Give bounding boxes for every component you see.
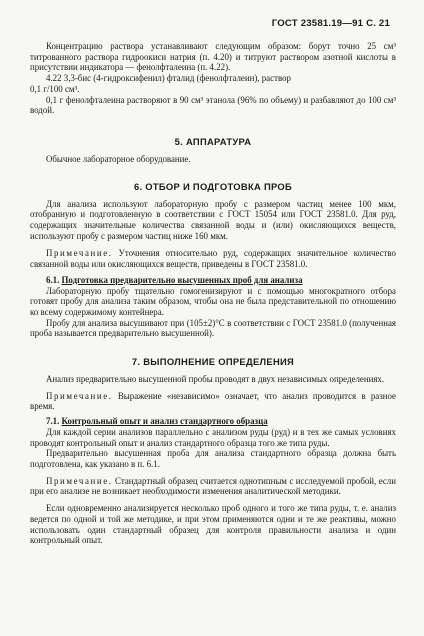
subsection-heading xyxy=(30,416,396,427)
paragraph: Концентрацию раствора устанавливают следующим образом: борут точно 25 см³ титрованного раствора гидроокиси натрия (п. 4.20) и титруют раствором азотной кислоты в присутствии индикатора — фенолфталеина (п. 4.22). xyxy=(30,41,396,73)
subsection-title: Контрольный опыт и анализ стандартного образца xyxy=(61,416,268,427)
subsection-number: 6.1. xyxy=(46,274,60,285)
note-label: Примечание. xyxy=(46,390,113,401)
section-heading: 5. АППАРАТУРА xyxy=(174,135,252,147)
note-text: Уточнения относительно руд, содержащих значительное количество связанной воды или окисляющихся веществ, приведены в ГОСТ 23581.0. xyxy=(30,248,396,270)
paragraph: Обычное лабораторное оборудование. xyxy=(46,153,191,164)
note-text: Выражение «независимо» означает, что анализ проводится в разное время. xyxy=(30,390,396,412)
subsection-number: 7.1. xyxy=(46,416,60,427)
note-label: Примечание. xyxy=(46,475,113,486)
section-heading: 7. ВЫПОЛНЕНИЕ ОПРЕДЕЛЕНИЯ xyxy=(131,356,295,368)
paragraph: 0,1 г/100 см³. xyxy=(30,83,80,94)
paragraph: 4.22 3,3-бис (4-гидроксифенил) фталид (фенолфталеин), раствор xyxy=(46,73,291,84)
paragraph: Если одновременно анализируется несколько проб одного и того же типа руды, т. е. анализ ведется по одной и той же методике, и при этом применяются одни и те же реактивы, можно использовать один стандартный образец для контроля правильности анализа и один контрольный опыт. xyxy=(30,503,396,546)
note xyxy=(30,248,396,269)
paragraph: Пробу для анализа высушивают при (105±2)°С в соответствии с ГОСТ 23581.0 (полученная проба называется предварительно высушенной). xyxy=(30,317,396,339)
note xyxy=(30,391,396,412)
subsection-title: Подготовка предварительно высушенных проб для анализа xyxy=(61,274,303,285)
paragraph: Для каждой серии анализов параллельно с анализом руды (руд) и в тех же самых условиях проводят контрольный опыт и анализ стандартного образца того же типа руды. xyxy=(30,426,396,448)
page-header: ГОСТ 23581.19—91 С. 21 xyxy=(271,18,390,29)
note-text: Стандартный образец считается однотипным с исследуемой пробой, если при его анализе не возникает необходимости изменения аналитической методики. xyxy=(30,475,396,497)
note xyxy=(30,476,396,497)
paragraph: Для анализа используют лабораторную пробу с размером частиц менее 100 мкм, отобранную и подготовленную в соответствии с ГОСТ 15054 или ГОСТ 23581.0. Для руд, содержащих значительные количества связанной воды и (или) окисляющихся веществ, используют пробу с размером частиц ниже 160 мкм. xyxy=(30,198,396,241)
paragraph: Анализ предварительно высушенной пробы проводят в двух независимых определениях. xyxy=(46,374,385,385)
paragraph: Лабораторную пробу тщательно гомогенизируют и с помощью многократного отбора готовят пробу для анализа таким образом, чтобы она не была представительной по отношению ко всему содержимому контейнера. xyxy=(30,285,396,317)
subsection-heading xyxy=(30,275,396,286)
paragraph: 0,1 г фенолфталеина растворяют в 90 см³ этанола (96% по объему) и разбавляют до 100 см³ водой. xyxy=(30,94,396,116)
note-label: Примечание. xyxy=(46,248,113,259)
paragraph: Предварительно высушенная проба для анализа стандартного образца должна быть подготовлена, как указано в п. 6.1. xyxy=(30,448,396,469)
section-heading: 6. ОТБОР И ПОДГОТОВКА ПРОБ xyxy=(133,180,293,192)
